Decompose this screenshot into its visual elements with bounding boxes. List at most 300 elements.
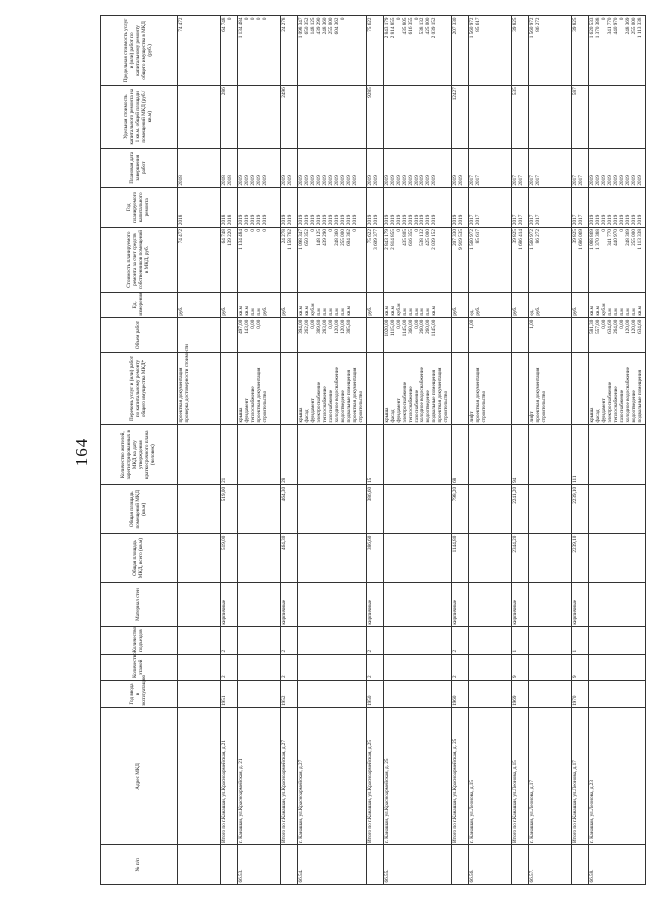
cell-floors: 2 <box>366 655 383 681</box>
cell-line: 1 098 347 <box>298 17 304 39</box>
cell-line: 557,00 <box>595 319 602 334</box>
cell-line: п.м <box>425 308 432 316</box>
cell-line: 360,00 <box>407 319 414 334</box>
cell-material <box>469 582 512 626</box>
cell-line: 85 617 <box>475 17 482 32</box>
cell-line: п.м <box>339 308 346 316</box>
cell-line: 1020,00 <box>383 319 390 337</box>
cell-unit: руб. <box>281 292 298 318</box>
cell-line: 2019 <box>327 214 334 226</box>
cell-residents <box>529 425 572 485</box>
cell-line: 148 125 <box>309 17 316 35</box>
cell-line: 2017 <box>578 175 585 186</box>
cell-line: 2019 <box>303 214 310 226</box>
cell-line: крыша <box>589 407 596 423</box>
cell-line: 9 919 535 <box>458 229 465 250</box>
cell-line: ед. <box>529 309 536 316</box>
cell-entrances: 1 <box>512 627 529 655</box>
cell-volume <box>298 318 367 353</box>
cell-line: 2017 <box>535 214 542 226</box>
column-header: Плановая дата завершения работ <box>101 148 178 188</box>
cell-line: п.м <box>327 308 334 316</box>
cell-address: г. Канашаи, ул.Красноармейская, д. 25 <box>383 708 452 845</box>
cell-unit: руб. <box>572 292 589 318</box>
cell-plan-year <box>383 188 452 228</box>
cell-line: строительство <box>541 390 548 423</box>
cell-line: 581,30 <box>589 319 596 334</box>
cell-num <box>572 845 589 885</box>
column-header: Год ввода в эксплуатацию <box>101 680 178 708</box>
cell-line: 2017 <box>518 175 525 186</box>
cell-line: проектная документация <box>351 367 358 423</box>
cell-line: 0 <box>226 17 233 21</box>
cell-line: теплоснабжение <box>321 386 328 423</box>
cell-line: 0,00 <box>619 319 626 329</box>
cell-line: 255 000 <box>339 229 346 246</box>
cell-line: 0 <box>619 229 626 232</box>
cell-line: 2019 <box>452 214 459 226</box>
cell-address: Итого по г.Канашаи, ул.Леонова, д.17 <box>572 708 589 845</box>
cell-cost <box>298 227 367 292</box>
cell-line: 85 617 <box>475 229 482 244</box>
cell-line: 2019 <box>458 175 465 186</box>
cell-address <box>178 708 221 845</box>
cell-line: куб.м <box>601 303 608 316</box>
cell-line: 2 039 152 <box>431 17 438 39</box>
cell-line: лифт <box>529 411 536 423</box>
cell-cost <box>572 227 589 292</box>
table-total-row <box>221 16 238 885</box>
cell-line: 2019 <box>238 175 244 186</box>
cell-address: г. Канашаи, ул.Леонова, д.15 <box>469 708 512 845</box>
cell-line: 283,00 <box>321 319 328 334</box>
cell-area-total <box>298 534 367 583</box>
cell-entrances: 2 <box>366 627 383 655</box>
cell-line: 604 362 <box>333 17 340 35</box>
cell-entrances <box>529 627 572 655</box>
cell-num <box>221 845 238 885</box>
cell-line: 2019 <box>631 214 638 226</box>
cell-num <box>452 845 469 885</box>
cell-volume: 1,00 <box>469 318 512 353</box>
cell-line: строительство <box>443 390 450 423</box>
table-row <box>178 16 221 885</box>
cell-line: 439 290 <box>315 17 322 35</box>
cell-line: 143,00 <box>243 319 250 334</box>
cell-line: 1 560 972 <box>529 17 536 39</box>
cell-line: 2019 <box>389 175 396 186</box>
cell-line: 0,00 <box>327 319 334 329</box>
cell-num: 66.56. <box>469 845 512 885</box>
cell-line: 262,00 <box>303 319 310 334</box>
cell-line: кв.м <box>345 306 352 316</box>
cell-unit-cost <box>383 85 452 148</box>
cell-line: 2019 <box>431 214 438 226</box>
cell-line: 2019 <box>255 175 262 186</box>
cell-area-total: 2344,20 <box>512 534 529 583</box>
cell-limit-cost <box>238 16 281 86</box>
cell-line: 538 132 <box>419 17 426 35</box>
cell-area-premises <box>238 485 281 534</box>
cell-volume <box>452 318 469 353</box>
cell-area-premises <box>529 485 572 534</box>
cell-line: 2019 <box>389 214 396 226</box>
cell-line: руб. <box>475 306 482 316</box>
cell-line: проектная документация <box>437 367 444 423</box>
cell-works <box>383 353 452 425</box>
cell-line: 2019 <box>249 175 256 186</box>
cell-line: ед. <box>469 309 476 316</box>
cell-plan-year <box>221 188 238 228</box>
cell-cost <box>221 227 238 292</box>
cell-floors <box>589 655 646 681</box>
cell-year <box>589 680 646 708</box>
cell-line: 2019 <box>601 175 608 186</box>
cell-works <box>469 353 512 425</box>
cell-address: г. Канашаи, ул.Красноармейская, д. 21 <box>238 708 281 845</box>
cell-line: 1 158 762 <box>286 229 293 250</box>
cell-plan-year <box>572 188 589 228</box>
cell-line: 2019 <box>298 175 304 186</box>
cell-unit <box>589 292 646 318</box>
rotated-table-sheet <box>100 15 644 885</box>
cell-line: электроснабжение <box>315 381 322 423</box>
cell-line: 1 113 338 <box>637 17 644 39</box>
cell-line: 0 <box>327 229 334 232</box>
cell-line: 2019 <box>298 214 304 226</box>
cell-line: 2019 <box>619 175 626 186</box>
cell-num: 66.53. <box>238 845 281 885</box>
cell-num: 66.55. <box>383 845 452 885</box>
cell-line: 2019 <box>351 214 358 226</box>
cell-line: 2019 <box>425 175 432 186</box>
cell-num <box>366 845 383 885</box>
cell-floors: 9 <box>512 655 529 681</box>
cell-line: фасад <box>595 409 602 423</box>
table-row <box>469 16 512 885</box>
cell-plan-year <box>512 188 529 228</box>
cell-line: 2018 <box>221 214 227 226</box>
cell-line: 0,00 <box>395 319 402 329</box>
cell-num <box>512 845 529 885</box>
cell-end-date <box>529 148 572 188</box>
cell-line: 2019 <box>589 175 596 186</box>
cell-line: 2019 <box>607 175 614 186</box>
cell-line: 248 360 <box>321 17 328 35</box>
cell-line: 1 560 972 <box>529 229 536 250</box>
cell-line: 0,00 <box>413 319 420 329</box>
cell-line: 634,60 <box>607 319 614 334</box>
cell-line: 0 <box>261 229 268 232</box>
cell-residents: 28 <box>281 425 298 485</box>
cell-line: 0 <box>339 17 346 21</box>
cell-line: 2017 <box>578 214 585 226</box>
cell-line: 2019 <box>243 175 250 186</box>
cell-line: 148 125 <box>315 229 322 246</box>
cell-unit: руб. <box>366 292 383 318</box>
cell-line: куб.м <box>309 303 316 316</box>
column-header: № п/п <box>101 845 178 885</box>
cell-line: 120,00 <box>339 319 346 334</box>
cell-area-total <box>178 534 221 583</box>
cell-line: 2017 <box>475 175 482 186</box>
cell-line: кв.м <box>383 306 390 316</box>
cell-line: 2019 <box>401 175 408 186</box>
table-body <box>178 16 646 885</box>
cell-line: водоотведение <box>339 390 346 423</box>
cell-line: п.м <box>413 308 420 316</box>
cell-line: 0 <box>601 229 608 232</box>
cell-line: электроснабжение <box>607 381 614 423</box>
cell-line: 2019 <box>333 175 340 186</box>
cell-unit-cost <box>178 85 221 148</box>
cell-line: строительство <box>357 390 364 423</box>
cell-area-premises <box>298 485 367 534</box>
table-total-row <box>512 16 529 885</box>
cell-line: 2019 <box>286 214 293 226</box>
cell-line: кв.м <box>389 306 396 316</box>
cell-line: п.м <box>631 308 638 316</box>
cell-material: кирпичные <box>572 582 589 626</box>
cell-floors <box>383 655 452 681</box>
cell-works <box>366 353 383 425</box>
cell-address: Итого по г.Канашаи, ул.Красноармейская, д.27 <box>281 708 298 845</box>
cell-line: 2 814 855 <box>389 229 396 250</box>
cell-line: 255 000 <box>631 17 638 35</box>
cell-line: 2019 <box>625 214 632 226</box>
cell-line: 0 <box>619 17 626 21</box>
table-row <box>589 16 646 885</box>
cell-floors: 9 <box>572 655 589 681</box>
cell-volume <box>238 318 281 353</box>
cell-plan-year <box>529 188 572 228</box>
cell-line: кв.м <box>589 306 596 316</box>
column-header: Год планируемого капитального ремонта <box>101 188 178 228</box>
cell-volume <box>572 318 589 353</box>
cell-end-date <box>298 148 367 188</box>
cell-address: Итого по г.Канашаи, ул.Леонова, д.15 <box>512 708 529 845</box>
cell-year: 1951 <box>221 680 238 708</box>
cell-line: фасад <box>303 409 310 423</box>
cell-unit <box>238 292 281 318</box>
cell-line: проверка достоверности стоимости <box>183 344 190 423</box>
cell-unit-cost <box>469 85 512 148</box>
cell-line: п.м <box>401 308 408 316</box>
cell-line: 2019 <box>395 214 402 226</box>
cell-line: 2019 <box>238 214 244 226</box>
table-row <box>238 16 281 885</box>
cell-line: п.м <box>619 308 626 316</box>
cell-line: 2019 <box>625 175 632 186</box>
cell-year <box>178 680 221 708</box>
cell-line: фундамент <box>309 398 316 423</box>
cell-residents: 15 <box>366 425 383 485</box>
cell-line: 39 825 <box>512 229 519 244</box>
cell-line: 86 272 <box>535 17 542 32</box>
column-header: Количество подъездов <box>101 627 178 655</box>
cell-residents: 68 <box>452 425 469 485</box>
cell-num <box>178 845 221 885</box>
table-total-row <box>366 16 383 885</box>
cell-area-total: 386,60 <box>366 534 383 583</box>
cell-line: 255 000 <box>631 229 638 246</box>
cell-unit-cost: 9285 <box>366 85 383 148</box>
cell-line: 1 560 972 <box>469 17 476 39</box>
cell-unit-cost: 2496 <box>281 85 298 148</box>
cell-line: 1 370 388 <box>595 229 602 250</box>
cell-line: 2019 <box>345 175 352 186</box>
cell-line: 2017 <box>572 175 579 186</box>
column-header: Общая площадь помещений МКД (кв.м) <box>101 485 178 534</box>
cell-area-premises <box>469 485 512 534</box>
cell-unit-cost <box>298 85 367 148</box>
cell-residents: 21 <box>221 425 238 485</box>
cell-plan-year <box>452 188 469 228</box>
cell-line: холодное водоснабжение <box>333 367 340 423</box>
cell-line: 2019 <box>315 175 322 186</box>
cell-line: 2019 <box>339 175 346 186</box>
cell-line: руб. <box>535 306 542 316</box>
cell-line: кв.м <box>238 306 244 316</box>
cell-line: п.м <box>255 308 262 316</box>
cell-line: 497,00 <box>238 319 244 334</box>
cell-line: п.м <box>419 308 426 316</box>
cell-unit-cost <box>589 85 646 148</box>
cell-year <box>383 680 452 708</box>
cell-line: 634,60 <box>637 319 644 334</box>
cell-line: 439 290 <box>321 229 328 246</box>
cell-line: 2019 <box>419 214 426 226</box>
cell-line: 86 272 <box>535 229 542 244</box>
cell-line: фундамент <box>243 398 250 423</box>
cell-line: проектная документация <box>475 367 482 423</box>
cell-cost <box>238 227 281 292</box>
cell-entrances: 2 <box>452 627 469 655</box>
cell-line: 1115,00 <box>389 319 396 337</box>
cell-line: кв.м <box>298 306 304 316</box>
cell-line: 64 748 <box>221 229 227 244</box>
cell-entrances <box>238 627 281 655</box>
cell-volume <box>281 318 298 353</box>
cell-material <box>298 582 367 626</box>
cell-line: подвальные помещения <box>637 370 644 423</box>
cell-year: 1950 <box>366 680 383 708</box>
cell-line: 2019 <box>395 175 402 186</box>
cell-area-premises: 2239,10 <box>572 485 589 534</box>
cell-line: п.м <box>607 308 614 316</box>
cell-year: 1960 <box>452 680 469 708</box>
cell-line: 2019 <box>255 214 262 226</box>
cell-line: крыша <box>238 407 244 423</box>
cell-line: 260,00 <box>419 319 426 334</box>
cell-address: Итого по г.Канашаи, ул.Красноармейская, д. 25 <box>452 708 469 845</box>
cell-num: 66.57. <box>529 845 572 885</box>
cell-line: 2017 <box>512 214 519 226</box>
cell-cost <box>512 227 529 292</box>
cell-line: 2017 <box>469 175 476 186</box>
cell-line: 0 <box>255 229 262 232</box>
cell-line: 1 134 484 <box>238 229 244 250</box>
cell-line: п.м <box>333 308 340 316</box>
cell-entrances <box>469 627 512 655</box>
cell-line: 248 369 <box>625 229 632 246</box>
column-header: Количество этажей <box>101 655 178 681</box>
cell-line: 2019 <box>637 175 644 186</box>
column-header: Материал стен <box>101 582 178 626</box>
cell-limit-cost: 207 330 <box>452 16 469 86</box>
cell-residents <box>383 425 452 485</box>
cell-entrances: 1 <box>572 627 589 655</box>
cell-line: 207 330 <box>452 229 459 246</box>
cell-address: Итого по г.Канашаи, ул.Красноармейская, д.25 <box>366 708 383 845</box>
cell-end-date <box>366 148 383 188</box>
cell-line: 1145,00 <box>431 319 438 337</box>
cell-limit-cost <box>589 16 646 86</box>
cell-line: проектная документация <box>535 367 542 423</box>
cell-line: 0 <box>261 17 268 21</box>
cell-entrances <box>383 627 452 655</box>
cell-line: 0 <box>413 229 420 232</box>
cell-line: 2019 <box>613 214 620 226</box>
table-row <box>529 16 572 885</box>
cell-line: водоотведение <box>425 390 432 423</box>
cell-line: 39 825 <box>572 229 579 244</box>
cell-line: куб.м <box>395 303 402 316</box>
cell-line: теплоснабжение <box>613 386 620 423</box>
cell-line: 2019 <box>613 175 620 186</box>
cell-line: 255 000 <box>327 17 334 35</box>
cell-line: холодное водоснабжение <box>419 367 426 423</box>
cell-end-date: 2018 <box>178 148 221 188</box>
cell-line: 248 360 <box>333 229 340 246</box>
column-header: Объем работ <box>101 318 178 353</box>
cell-line: 435 805 <box>401 229 408 246</box>
cell-plan-year <box>366 188 383 228</box>
cell-line: 2 843 179 <box>383 17 390 39</box>
table-total-row <box>572 16 589 885</box>
cell-line: 2019 <box>419 175 426 186</box>
column-header: Ед. измерения <box>101 292 178 318</box>
cell-works <box>238 353 281 425</box>
cell-material <box>529 582 572 626</box>
cell-line: электроснабжение <box>401 381 408 423</box>
cell-line: 2019 <box>321 175 328 186</box>
cell-unit: руб. <box>221 292 238 318</box>
cell-line: крыша <box>383 407 390 423</box>
cell-unit-cost: 587 <box>572 85 589 148</box>
cell-end-date <box>469 148 512 188</box>
cell-area-total: 2239,10 <box>572 534 589 583</box>
cell-line: 538 132 <box>419 229 426 246</box>
cell-residents <box>178 425 221 485</box>
cell-limit-cost: 24 278 <box>281 16 298 86</box>
cell-material <box>178 582 221 626</box>
cell-line: 0,00 <box>601 319 608 329</box>
cell-num <box>281 845 298 885</box>
cell-line: 2019 <box>383 175 390 186</box>
cell-line: п.м <box>407 308 414 316</box>
cell-year <box>298 680 367 708</box>
cell-line: 0 <box>243 229 250 232</box>
cell-line: 2017 <box>572 214 579 226</box>
cell-line: 1 560 972 <box>469 229 476 250</box>
cell-line: 1 113 338 <box>637 229 644 250</box>
cell-line: 2019 <box>261 175 268 186</box>
cell-area-total: 519,00 <box>221 534 238 583</box>
cell-line: 64 748 <box>221 17 227 32</box>
cell-line: 0 <box>249 229 256 232</box>
cell-unit-cost <box>238 85 281 148</box>
